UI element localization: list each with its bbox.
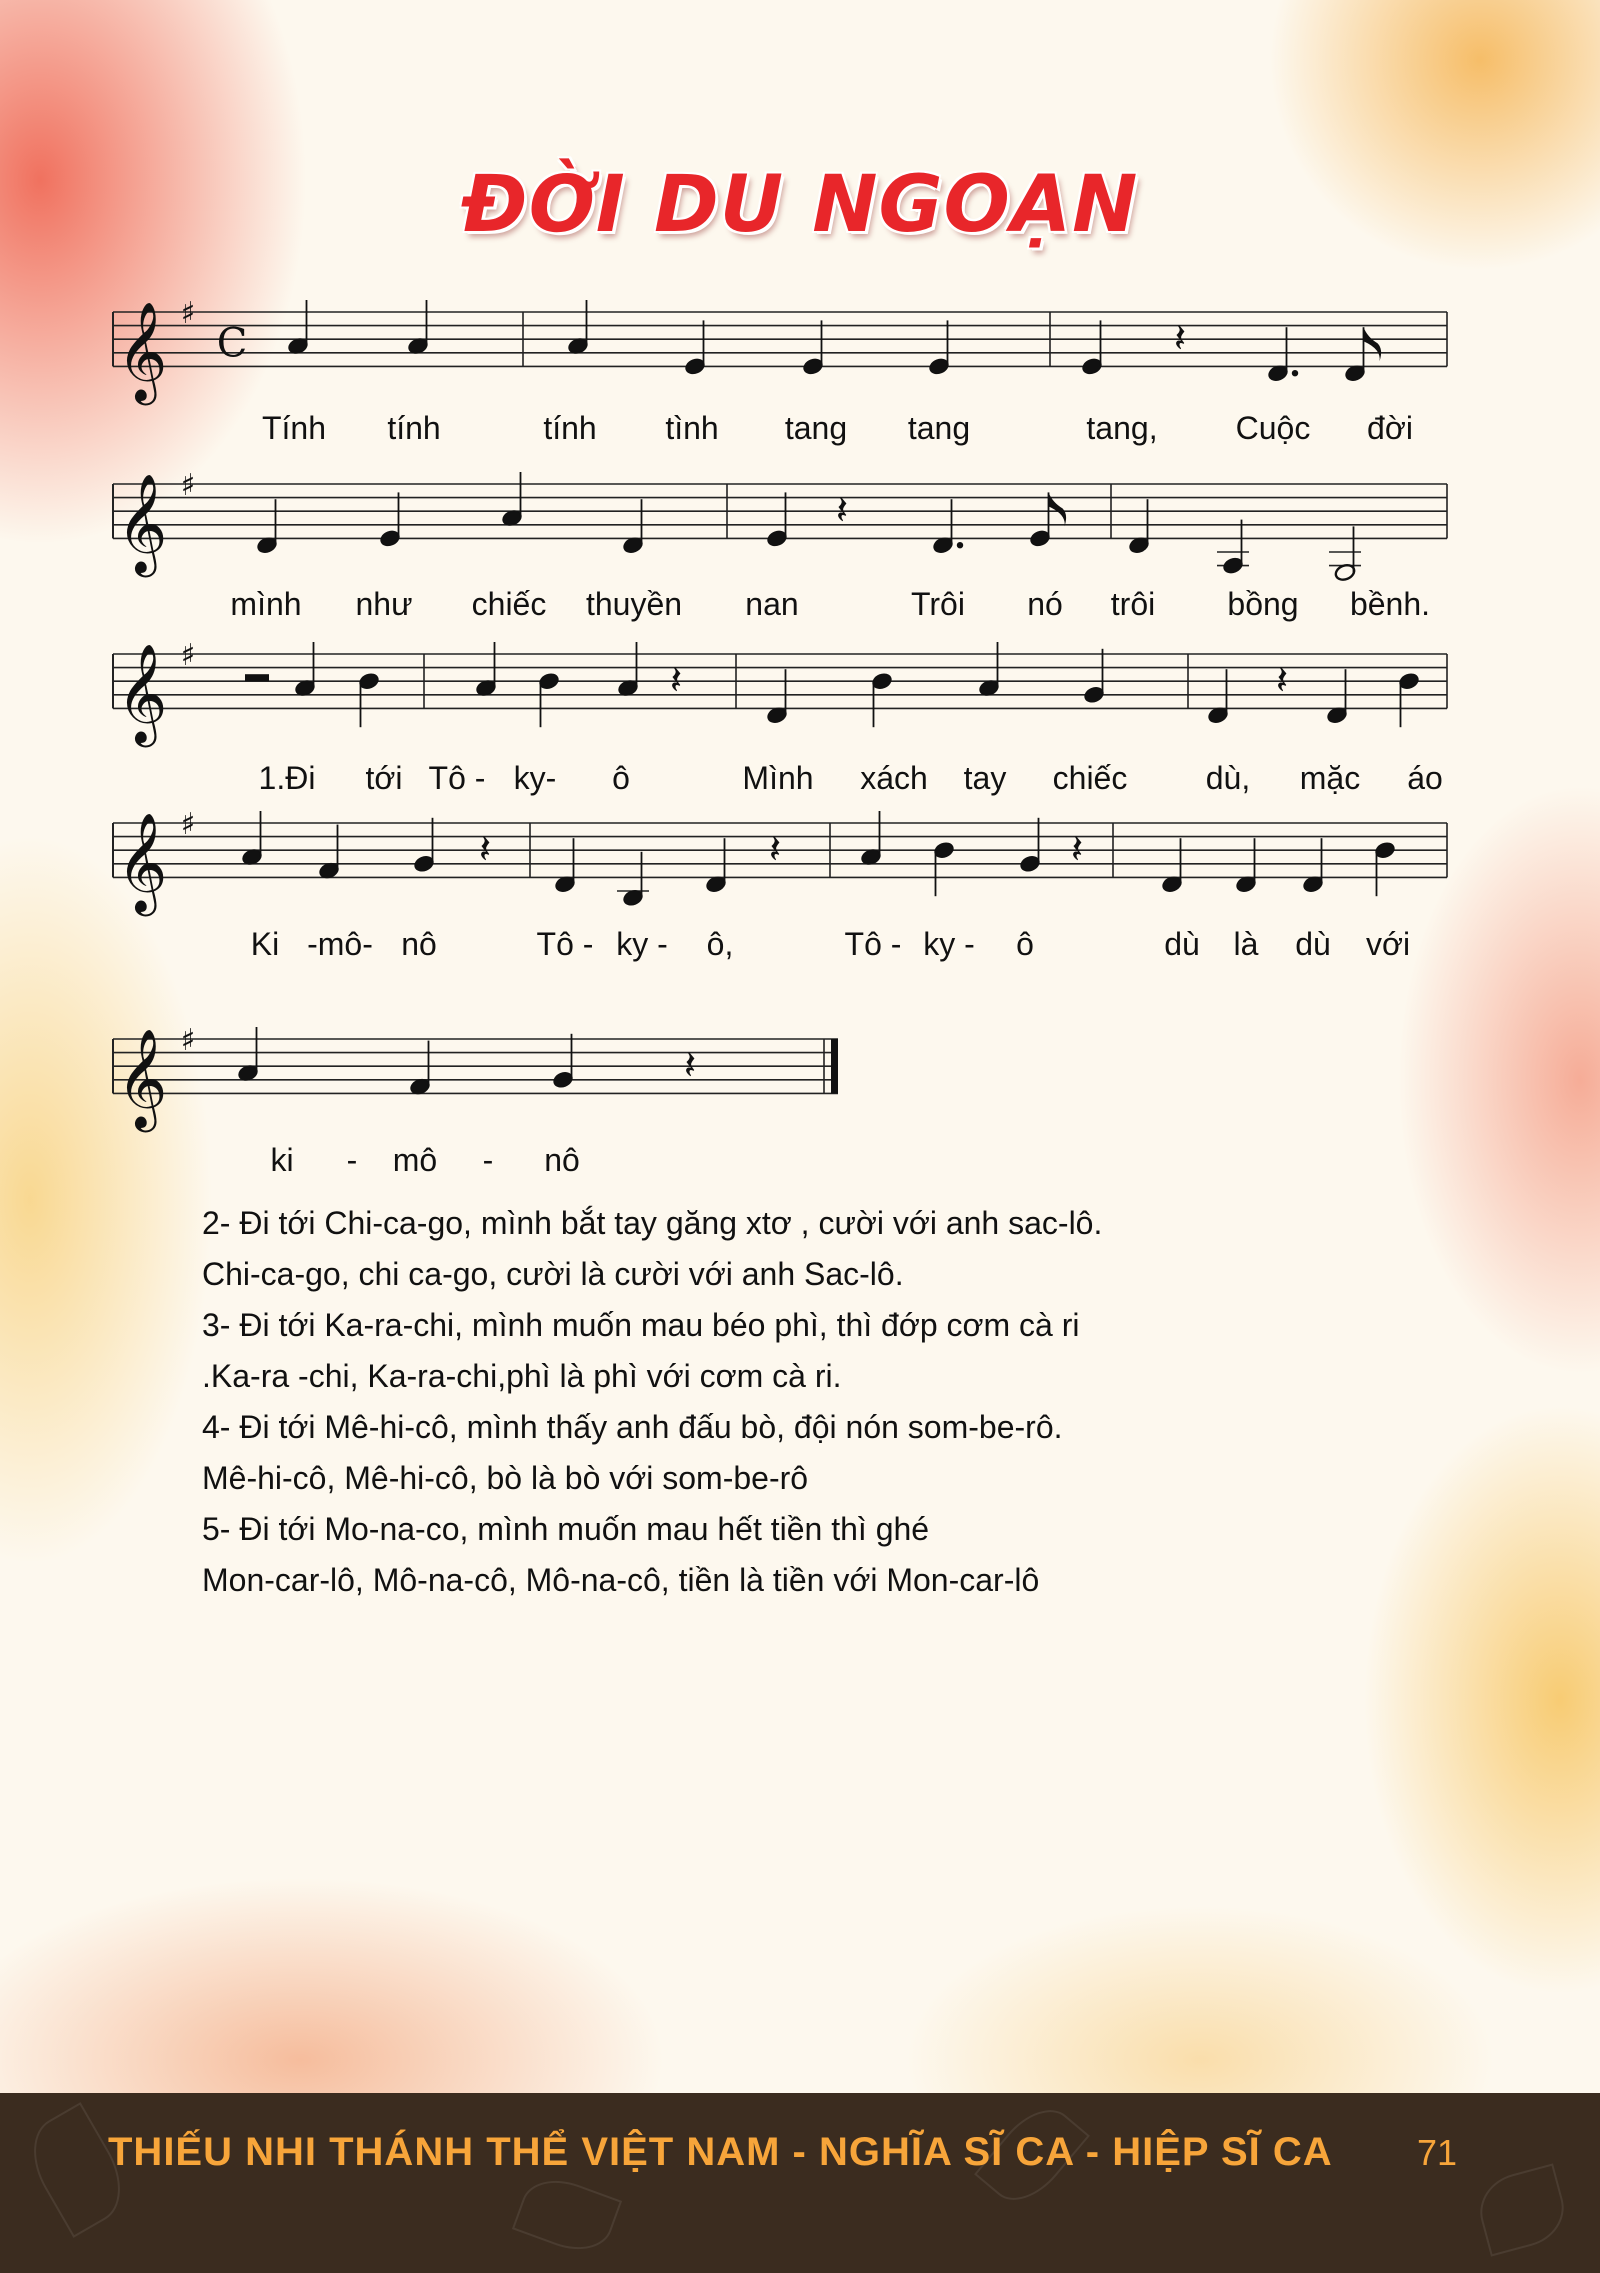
lyric-syllable: Cuộc <box>1235 410 1311 446</box>
sharp-icon: ♯ <box>180 638 196 673</box>
note-head <box>256 535 279 555</box>
lyric-syllable: tang <box>907 410 971 446</box>
note-head <box>766 705 789 725</box>
note-head <box>932 535 955 555</box>
note-head <box>409 1077 432 1097</box>
lyric-syllable: Mình <box>742 760 814 796</box>
page-number: 71 <box>1417 2132 1458 2173</box>
lyric-syllable: ky - <box>616 926 668 962</box>
lyric-syllable: nô <box>401 926 437 962</box>
lyric-syllable: với <box>1365 926 1411 962</box>
note-head <box>407 336 430 356</box>
quarter-rest-icon: 𝄽 <box>669 657 683 704</box>
sharp-icon: ♯ <box>180 296 196 331</box>
lyric-syllable: Ki <box>250 926 280 962</box>
note-head <box>622 888 645 908</box>
lyric-syllable: tới <box>365 760 403 796</box>
note-head <box>622 535 645 555</box>
note-head <box>379 529 402 549</box>
lyric-syllable: Tô - <box>536 926 594 962</box>
note-head <box>1267 363 1290 383</box>
lyric-syllable: ky - <box>923 926 975 962</box>
lyric-syllable: dù, <box>1205 760 1251 796</box>
leaf-decoration <box>512 2169 622 2261</box>
verse-line: 2- Đi tới Chi-ca-go, mình bắt tay găng xtơ , cười với anh sac-lô. <box>202 1205 1103 1241</box>
verse-line: 5- Đi tới Mo-na-co, mình muốn mau hết tiền thì ghé <box>202 1511 930 1547</box>
footer-bar <box>0 2093 1600 2273</box>
lyric-syllable: bồng <box>1227 586 1299 622</box>
footer-title: THIẾU NHI THÁNH THỂ VIỆT NAM - NGHĨA SĨ CA - HIỆP SĨ CA <box>108 2130 1333 2174</box>
sharp-icon: ♯ <box>180 807 196 842</box>
lyric-syllable: mặc <box>1299 760 1361 796</box>
song-title: ĐỜI DU NGOẠN <box>461 160 1139 250</box>
note-head <box>552 1070 575 1090</box>
note-head <box>567 336 590 356</box>
note-dot <box>957 542 963 548</box>
lyric-syllable: đời <box>1367 410 1413 446</box>
note-head <box>554 874 577 894</box>
lyric-syllable: nô <box>544 1142 580 1178</box>
note-head <box>1128 535 1151 555</box>
lyric-syllable: xách <box>860 760 928 796</box>
verse-line: Chi-ca-go, chi ca-go, cười là cười với anh Sac-lô. <box>202 1256 904 1292</box>
note-head <box>705 874 728 894</box>
lyric-syllable: ky- <box>513 760 557 796</box>
sharp-icon: ♯ <box>180 468 196 503</box>
note-head <box>978 678 1001 698</box>
note-head <box>1302 874 1325 894</box>
note-head <box>1207 705 1230 725</box>
quarter-rest-icon: 𝄽 <box>768 826 782 873</box>
treble-clef-icon: 𝄞 <box>116 301 168 402</box>
lyric-syllable: tính <box>543 410 597 446</box>
quarter-rest-icon: 𝄽 <box>478 826 492 873</box>
lyric-syllable: tay <box>963 760 1007 796</box>
verse-line: 4- Đi tới Mê-hi-cô, mình thấy anh đấu bò, đội nón som-be-rô. <box>202 1409 1063 1445</box>
note-head <box>294 678 317 698</box>
lyric-syllable: ô, <box>706 926 734 962</box>
verse-line: 3- Đi tới Ka-ra-chi, mình muốn mau béo phì, thì đớp cơm cà ri <box>202 1307 1080 1343</box>
sharp-icon: ♯ <box>180 1023 196 1058</box>
lyric-syllable: như <box>355 586 413 622</box>
note-head <box>1374 840 1397 860</box>
lyric-syllable: bềnh. <box>1349 586 1431 622</box>
note-head <box>766 529 789 549</box>
note-head <box>1222 556 1245 576</box>
note-head <box>928 357 951 377</box>
lyric-syllable: Tô - <box>428 760 486 796</box>
note-head <box>1235 874 1258 894</box>
lyric-syllable: - <box>346 1142 358 1178</box>
quarter-rest-icon: 𝄽 <box>1070 826 1084 873</box>
half-rest-icon <box>245 674 269 681</box>
verses-block <box>202 1198 1402 1606</box>
leaf-decoration <box>1472 2163 1572 2256</box>
verse-line: .Ka-ra -chi, Ka-ra-chi,phì là phì với cơm cà ri. <box>202 1358 842 1394</box>
lyric-syllable: ô <box>612 760 630 796</box>
note-head <box>1344 363 1367 383</box>
lyric-syllable: dù <box>1164 926 1200 962</box>
note-head <box>1326 705 1349 725</box>
lyric-syllable: 1.Đi <box>258 760 316 796</box>
note-head <box>318 861 341 881</box>
note-head <box>287 336 310 356</box>
note-head <box>237 1063 260 1083</box>
lyric-syllable: chiếc <box>1052 760 1128 796</box>
note-head <box>1398 671 1421 691</box>
lyric-syllable: tang <box>784 410 848 446</box>
quarter-rest-icon: 𝄽 <box>1173 315 1187 362</box>
note-flag <box>1364 327 1382 361</box>
lyric-syllable: nan <box>745 586 799 622</box>
lyric-syllable: mô <box>392 1142 438 1178</box>
note-head <box>1019 854 1042 874</box>
lyric-syllable: tính <box>387 410 441 446</box>
note-head <box>871 671 894 691</box>
lyric-syllable: mình <box>230 586 302 622</box>
note-head <box>1029 529 1052 549</box>
lyric-syllable: áo <box>1407 760 1443 796</box>
note-head <box>241 847 264 867</box>
note-dot <box>1292 370 1298 376</box>
quarter-rest-icon: 𝄽 <box>1275 657 1289 704</box>
quarter-rest-icon: 𝄽 <box>683 1042 697 1089</box>
lyric-syllable: ki <box>270 1142 294 1178</box>
lyric-syllable: tang, <box>1086 410 1158 446</box>
note-head <box>860 847 883 867</box>
note-head <box>475 678 498 698</box>
lyric-syllable: Tô - <box>844 926 902 962</box>
lyric-syllable: Tính <box>261 410 327 446</box>
lyric-syllable: trôi <box>1110 586 1156 622</box>
lyric-syllable: tình <box>665 410 719 446</box>
note-head <box>1161 874 1184 894</box>
note-head <box>617 678 640 698</box>
note-head <box>684 357 707 377</box>
lyric-syllable: -mô- <box>307 926 373 962</box>
lyric-syllable: dù <box>1295 926 1331 962</box>
verse-line: Mê-hi-cô, Mê-hi-cô, bò là bò với som-be-rô <box>202 1460 809 1496</box>
note-head <box>413 854 436 874</box>
treble-clef-icon: 𝄞 <box>116 473 168 574</box>
lyric-syllable: - <box>482 1142 494 1178</box>
lyric-syllable: chiếc <box>471 586 547 622</box>
note-head <box>1083 685 1106 705</box>
lyric-syllable: thuyền <box>585 586 683 622</box>
lyric-syllable: là <box>1233 926 1259 962</box>
common-time-icon: C <box>216 320 248 367</box>
verse-line: Mon-car-lô, Mô-na-cô, Mô-na-cô, tiền là tiền với Mon-car-lô <box>202 1562 1040 1598</box>
treble-clef-icon: 𝄞 <box>116 643 168 744</box>
note-head <box>1334 563 1357 583</box>
note-head <box>933 840 956 860</box>
note-head <box>1081 357 1104 377</box>
note-head <box>358 671 381 691</box>
lyric-syllable: nó <box>1027 586 1063 622</box>
note-head <box>538 671 561 691</box>
note-head <box>501 508 524 528</box>
note-head <box>802 357 825 377</box>
treble-clef-icon: 𝄞 <box>116 1028 168 1129</box>
quarter-rest-icon: 𝄽 <box>835 487 849 534</box>
treble-clef-icon: 𝄞 <box>116 812 168 913</box>
lyric-syllable: ô <box>1016 926 1034 962</box>
lyric-syllable: Trôi <box>911 586 965 622</box>
note-flag <box>1049 492 1067 526</box>
final-barline <box>831 1039 838 1093</box>
